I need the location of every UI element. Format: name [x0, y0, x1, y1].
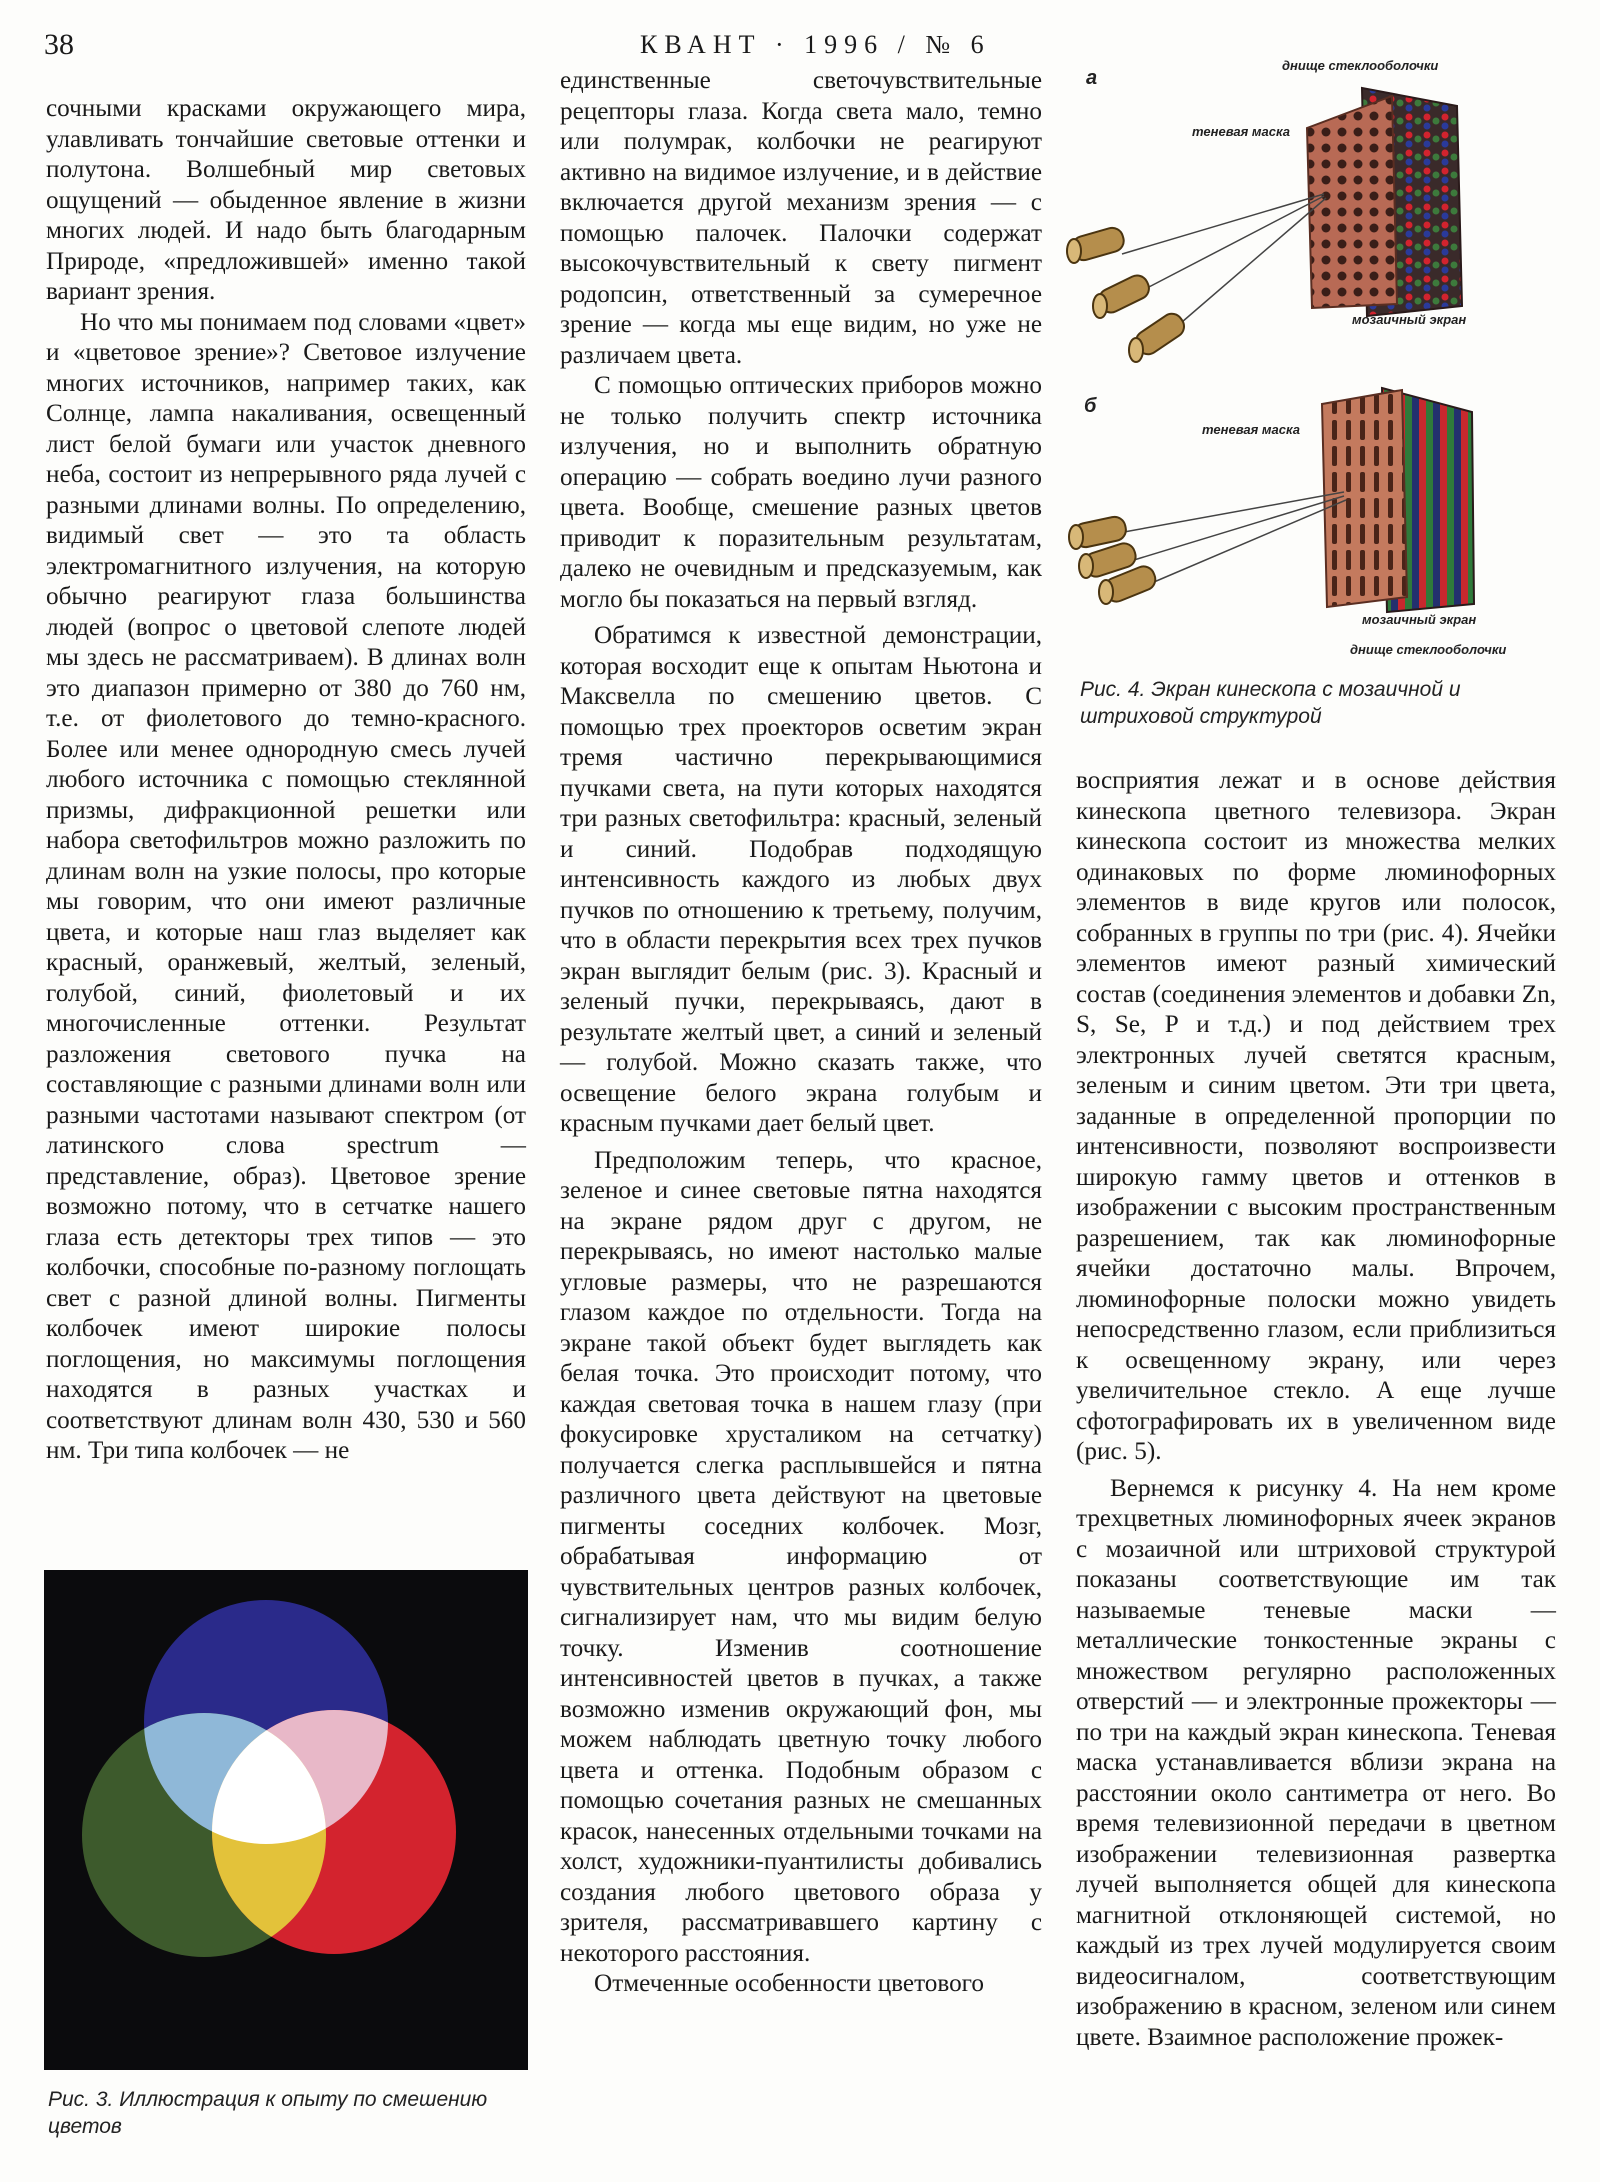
label-shadow-mask: теневая маска: [1192, 124, 1290, 139]
electron-beam: [1182, 198, 1326, 322]
figure-4a-mosaic-screen: [1062, 58, 1542, 392]
paragraph: Но что мы понимаем под словами «цвет» и «цветовое зрение»? Световое излучение многих источников, например таких, как Солнце, лампа накаливания, освещенный лист белой бумаги или участок дневного неба, состоит из непрерывного ряда лучей с разными длинами волны. По определению, видимый свет — это та область электромагнитного излучения, на которую обычно реагируют глаза большинства людей (вопрос о цветовой слепоте людей мы здесь не рассматриваем). В длинах волн это диапазон примерно от 380 до 760 нм, т.е. от фиолетового до темно-красного. Более или менее однородную смесь лучей любого источника с помощью стеклянной призмы, дифракционной решетки или набора светофильтров можно разложить по длинам волн на узкие полосы, про которые мы говорим, что они имеют различные цвета, и которые наш глаз выделяет как красный, оранжевый, желтый, зеленый, голубой, синий, фиолетовый и их многочисленные оттенки. Результат разложения светового пучка на составляющие с разными длинами волн или разными частотами называют спектром (от латинского слова spectrum — представление, образ). Цветовое зрение возможно потому, что в сетчатке нашего глаза есть детекторы трех типов — это колбочки, способные по-разному поглощать свет с разной длиной волны. Пигменты колбочек имеют широкие полосы поглощения, но максимумы поглощения находятся в разных участках и соответствуют длинам волн 430, 530 и 560 нм. Три типа колбочек — не: [46, 308, 526, 1464]
label-glass-bottom: днище стеклооболочки: [1282, 58, 1439, 73]
electron-beam: [1154, 500, 1346, 582]
paragraph: восприятия лежат и в основе действия кинескопа цветного телевизора. Экран кинескопа состоит из множества мелких одинаковых по форме люминофорных элементов в виде кругов или полосок, собранных в группы по три (рис. 4). Ячейки элементов имеют разный химический состав (соединения элементов и добавки Zn, S, Se, P и т.д.) и под действием трех электронных лучей светятся красным, зеленым и синим цветом. Эти три цвета, заданные в определенной пропорции по интенсивности, позволяют воспроизвести широкую гамму цветов и оттенков в изображении с высоким пространственным разрешением, так как люминофорные ячейки достаточно малы. Впрочем, люминофорные полоски можно увидеть непосредственно глазом, если приблизиться к освещенному экрану, или через увеличительное стекло. А еще лучше сфотографировать их в увеличенном виде (рис. 5).: [1076, 767, 1556, 1465]
electron-beam: [1134, 496, 1344, 560]
electron-gun: [1129, 310, 1188, 362]
electron-beam: [1124, 492, 1344, 532]
label-mosaic-screen: мозаичный экран: [1362, 612, 1477, 627]
text-column-3: [1076, 766, 1556, 2053]
paragraph: Обратимся к известной демонстрации, которая восходит еще к опытам Ньютона и Максвелла по смешению цветов. С помощью трех проекторов осветим экран тремя частично перекрывающимися пучками света, на пути которых находятся три разных светофильтра: красный, зеленый и синий. Подобрав подходящую интенсивность каждого из любых двух пучков по отношению к третьему, получим, что в области перекрытия всех трех пучков экран выглядит белым (рис. 3). Красный и зеленый пучки, перекрываясь, дают в результате желтый цвет, а синий и зеленый — голубой. Можно сказать также, что освещение белого экрана голубым и красным пучками дает белый цвет.: [560, 622, 1042, 1137]
text-column-2: [560, 66, 1042, 2000]
label-mosaic-screen: мозаичный экран: [1352, 312, 1467, 327]
figure-3-caption: Рис. 3. Иллюстрация к опыту по смешению цветов: [48, 2088, 488, 2138]
paragraph: Вернемся к рисунку 4. На нем кроме трехцветных люминофорных ячеек экранов с мозаичной или штриховой структурой показаны соответствующие им так называемые теневые маски — металлические тонкостенные экраны с множеством регулярно расположенных отверстий — и электронные прожекторы — по три на каждый экран кинескопа. Теневая маска устанавливается вблизи экрана на расстоянии около сантиметра от него. Во время телевизионной передачи в цветном изображении телевизионная развертка лучей выполняется общей для кинескопа магнитной отклоняющей системой, но каждый из трех лучей модулируется своим видеосигналом, соответствующим изображению в красном, зеленом или синем цвете. Взаимное расположение прожек-: [1076, 1474, 1556, 2051]
electron-beam: [1147, 196, 1324, 288]
electron-gun: [1093, 272, 1153, 318]
label-shadow-mask: теневая маска: [1202, 422, 1300, 437]
color-mixing-diagram: [44, 1570, 528, 2070]
label-glass-bottom: днище стеклооболочки: [1350, 642, 1507, 657]
journal-title: КВАНТ · 1996 / № 6: [640, 30, 991, 59]
text-column-1: [46, 94, 526, 1467]
electron-gun: [1067, 225, 1126, 263]
paragraph: С помощью оптических приборов можно не только получить спектр источника излучения, но и выполнить обратную операцию — собрать воедино лучи разного цвета. Вообще, смешение разных цветов приводит к поразительным результатам, далеко не очевидным и предсказуемым, как могло бы показаться на первый взгляд.: [560, 372, 1042, 613]
page-number: 38: [44, 28, 74, 61]
figure-4a-label: а: [1086, 67, 1098, 89]
figure-4-caption: Рис. 4. Экран кинескопа с мозаичной и штриховой структурой: [1080, 678, 1461, 728]
paragraph: сочными красками окружающего мира, улавливать тончайшие световые оттенки и полутона. Волшебный мир световых ощущений — обыденное явление в жизни многих людей. И надо быть благодарным Природе, «предложившей» именно такой вариант зрения.: [46, 95, 526, 305]
figure-3-color-mixing: [44, 1570, 528, 2070]
paragraph: Предположим теперь, что красное, зеленое и синее световые пятна находятся на экране рядом друг с другом, не перекрываясь, но имеют настолько малые угловые размеры, что не разрешаются глазом каждое по отдельности. Тогда на экране такой объект будет выглядеть как белая точка. Это происходит потому, что каждая световая точка в нашем глазу (при фокусировке хрусталиком на сетчатку) получается слегка расплывшейся и пятна различного цвета действуют на цветовые пигменты соседних колбочек. Мозг, обрабатывая информацию от чувствительных центров разных колбочек, сигнализирует нам, что мы видим белую точку. Изменив соотношение интенсивностей цветов в пучках, а также возможно изменив окружающий фон, мы можем наблюдать цветную точку любого цвета и оттенка. Подобным образом с помощью сочетания разных не смешанных красок, нанесенных отдельными точками на холст, художники-пуантилисты добивались создания любого цветового образа у зрителя, рассматривавшего картину с некоторого расстояния.: [560, 1146, 1042, 1967]
figure-4b-striped-screen: [1062, 392, 1542, 664]
paragraph: Отмеченные особенности цветового: [594, 1970, 984, 1997]
figure-4b-label: б: [1084, 395, 1097, 417]
paragraph: единственные светочувствительные рецепторы глаза. Когда света мало, темно или полумрак, колбочки не реагируют активно на видимое излучение, и в действие включается другой механизм зрения — с помощью палочек. Палочки содержат высокочувствительный к свету пигмент родопсин, ответственный за сумеречное зрение — когда мы еще видим, но уже не различаем цвета.: [560, 67, 1042, 369]
electron-beam: [1122, 194, 1324, 254]
